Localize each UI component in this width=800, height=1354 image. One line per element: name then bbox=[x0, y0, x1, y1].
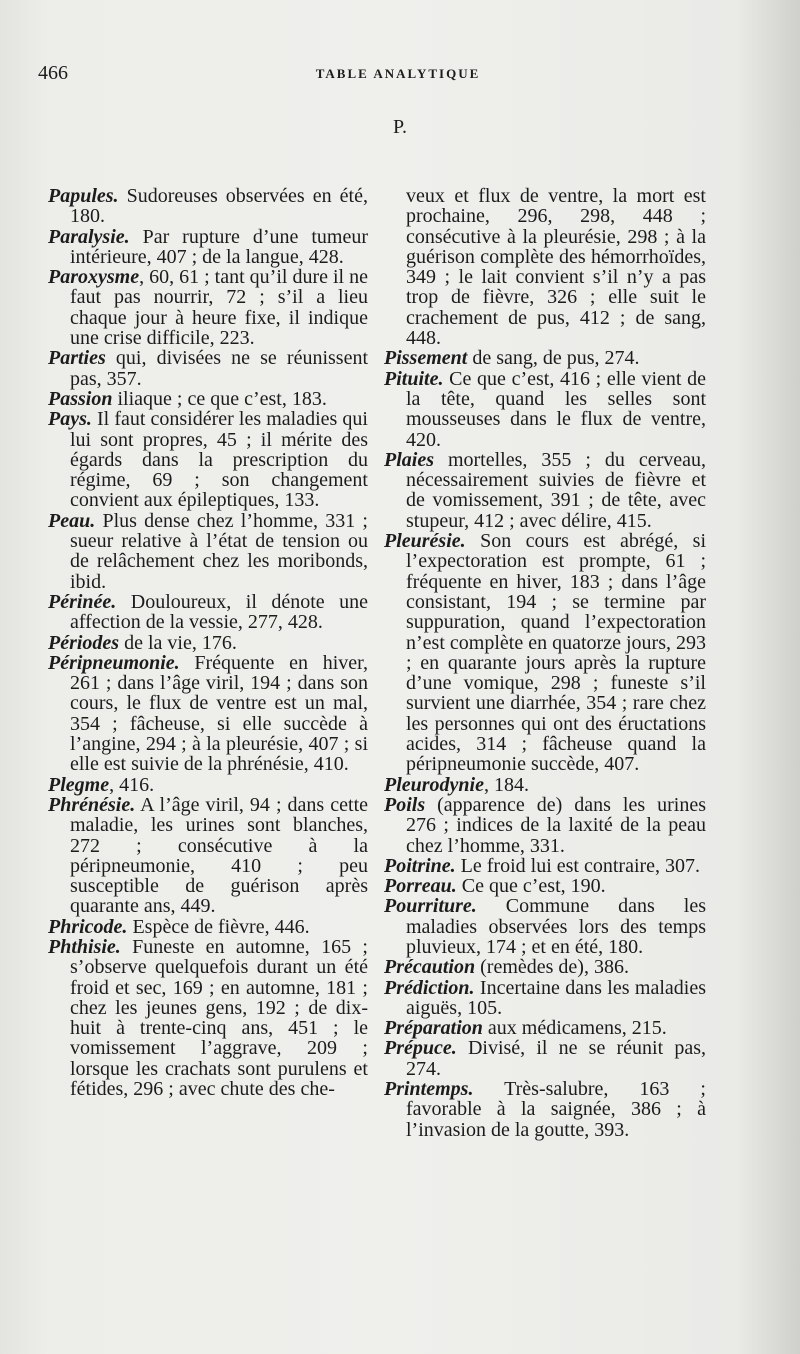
index-entry-heading: Périodes bbox=[48, 631, 120, 654]
index-entry-text: (apparence de) dans les urines 276 ; indices de la laxité de la peau chez l’homme, 331. bbox=[406, 793, 706, 857]
index-entry-text: , 60, 61 ; tant qu’il dure il ne faut pas nourrir, 72 ; s’il a lieu chaque jour à heure fixe, il indique une crise difficile, 223. bbox=[70, 266, 368, 350]
index-entry-heading: Parties bbox=[48, 347, 106, 370]
index-entry bbox=[48, 348, 368, 389]
index-entry bbox=[48, 633, 368, 653]
index-entry bbox=[384, 531, 706, 775]
index-entry-text: de sang, de pus, 274. bbox=[467, 347, 640, 370]
index-entry-text: Sudoreuses observées en été, 180. bbox=[70, 185, 368, 228]
index-entry bbox=[48, 389, 368, 409]
index-entry-heading: Porreau. bbox=[384, 875, 457, 898]
index-entry-text: Il faut considérer les maladies qui lui sont propres, 45 ; il mérite des égards dans la prescription du régime, 69 ; son changement convient aux épileptiques, 133. bbox=[70, 408, 368, 512]
index-entry bbox=[384, 450, 706, 531]
index-entry-text: (remèdes de), 386. bbox=[475, 956, 629, 979]
index-entry-heading: Peau. bbox=[48, 509, 96, 532]
index-entry bbox=[384, 876, 706, 896]
index-entry-text: , 184. bbox=[484, 773, 529, 796]
index-entry bbox=[384, 856, 706, 876]
index-entry-heading: Phricode. bbox=[48, 915, 128, 938]
index-entry-heading: Paroxysme bbox=[48, 266, 140, 289]
index-entry-text: Par rupture d’une tumeur intérieure, 407 ; de la langue, 428. bbox=[70, 225, 368, 268]
index-entry-heading: Pleurésie. bbox=[384, 530, 466, 553]
index-entry-text: Commune dans les maladies observées lors des temps pluvieux, 174 ; et en été, 180. bbox=[406, 895, 706, 958]
index-entry-heading: Poitrine. bbox=[384, 854, 456, 877]
index-entry bbox=[384, 775, 706, 795]
index-entry-text: iliaque ; ce que c’est, 183. bbox=[112, 387, 327, 410]
index-entry-heading: Papules. bbox=[48, 185, 119, 207]
index-entry-heading: Paralysie. bbox=[48, 225, 130, 248]
index-entry-heading: Plaies bbox=[384, 448, 434, 471]
index-entry-heading: Phrénésie. bbox=[48, 793, 136, 816]
index-entry bbox=[384, 1079, 706, 1140]
index-entry-text: de la vie, 176. bbox=[119, 631, 237, 654]
section-letter: P. bbox=[393, 116, 407, 138]
index-entry-text: Fréquente en hiver, 261 ; dans l’âge viril, 194 ; dans son cours, le flux de ventre est un mal, 354 ; fâcheuse, si elle succède à l’angine, 294 ; à la pleurésie, 407 ; si elle est suivie de la phrénésie, 410. bbox=[70, 651, 368, 776]
index-entry-text: Ce que c’est, 190. bbox=[456, 875, 606, 898]
index-entry-text: Espèce de fièvre, 446. bbox=[127, 915, 310, 938]
index-entry-heading: Phthisie. bbox=[48, 935, 121, 958]
page-header bbox=[38, 62, 758, 92]
index-entry-heading: Prépuce. bbox=[384, 1037, 457, 1060]
index-entry-heading: Plegme bbox=[48, 773, 110, 796]
index-entry-heading: Préparation bbox=[384, 1017, 483, 1040]
index-entry-text: Douloureux, il dénote une affection de la vessie, 277, 428. bbox=[70, 590, 368, 634]
page-number: 466 bbox=[38, 62, 68, 84]
index-entry-text: Incertaine dans les maladies aiguës, 105. bbox=[406, 976, 706, 1019]
right-index-column bbox=[384, 186, 706, 1140]
index-entry bbox=[384, 795, 706, 856]
index-entry bbox=[384, 369, 706, 450]
index-entry-heading: Prédiction. bbox=[384, 976, 475, 999]
index-entry-text: Divisé, il ne se réunit pas, 274. bbox=[406, 1037, 706, 1080]
index-entry bbox=[48, 917, 368, 937]
running-title: TABLE ANALYTIQUE bbox=[315, 66, 481, 81]
index-entry bbox=[48, 592, 368, 633]
index-entry-heading: Passion bbox=[48, 387, 113, 410]
index-entry-heading: Pourriture. bbox=[384, 895, 477, 918]
index-entry-text: aux médicamens, 215. bbox=[482, 1017, 667, 1040]
index-entry-heading: Péripneumonie. bbox=[48, 651, 180, 674]
index-entry-text: mortelles, 355 ; du cerveau, nécessairement suivies de fièvre et de vomissement, 391 ; de tête, avec stupeur, 412 ; avec délire, 415. bbox=[406, 448, 706, 532]
index-entry-heading: Pleurodynie bbox=[384, 773, 484, 796]
index-entry-text: Son cours est abrégé, si l’expectoration est prompte, 61 ; fréquente en hiver, 183 ; dans l’âge consistant, 194 ; se termine par suppuration, quand l’expectoration n’est complète en quatorze jours, 293 ; en quarante jours après la rupture d’une vomique, 298 ; funeste s’il survient une diarrhée, 354 ; rare chez les personnes qui ont des éructations acides, 314 ; fâcheuse quand la péripneumonie succède, 407. bbox=[406, 530, 706, 776]
index-entry bbox=[384, 348, 706, 368]
index-entry-heading: Précaution bbox=[384, 956, 476, 979]
index-entry bbox=[48, 937, 368, 1099]
index-entry bbox=[48, 267, 368, 348]
index-entry-text: Le froid lui est contraire, 307. bbox=[455, 854, 701, 877]
index-entry-text: A l’âge viril, 94 ; dans cette maladie, les urines sont blanches, 272 ; consécutive à la péripneumonie, 410 ; peu susceptible de guérison après quarante ans, 449. bbox=[70, 793, 368, 918]
index-entry bbox=[48, 653, 368, 775]
index-entry bbox=[48, 227, 368, 268]
index-entry-text: Plus dense chez l’homme, 331 ; sueur relative à l’état de tension ou de relâchement chez les moribonds, ibid. bbox=[70, 509, 368, 593]
index-entry-heading: Périnée. bbox=[48, 590, 117, 613]
index-entry-heading: Pissement bbox=[384, 347, 468, 370]
index-entry bbox=[48, 511, 368, 592]
index-entry bbox=[48, 775, 368, 795]
index-entry bbox=[384, 186, 706, 348]
index-entry-heading: Pituite. bbox=[384, 367, 444, 390]
index-entry-text: veux et flux de ventre, la mort est prochaine, 296, 298, 448 ; consécutive à la pleurésie, 298 ; à la guérison complète des hémorrhoïdes, 349 ; le lait convient s’il n’y a pas trop de fièvre, 326 ; elle suit le crachement de pus, 412 ; de sang, 448. bbox=[406, 185, 706, 350]
index-entry bbox=[48, 186, 368, 227]
index-entry-text: Ce que c’est, 416 ; elle vient de la tête, quand les selles sont mousseuses dans le flux de ventre, 420. bbox=[406, 367, 706, 451]
left-index-column bbox=[48, 186, 368, 1099]
index-entry bbox=[384, 978, 706, 1019]
index-entry bbox=[384, 1018, 706, 1038]
index-entry bbox=[384, 896, 706, 957]
index-entry bbox=[384, 1038, 706, 1079]
index-entry-text: Funeste en automne, 165 ; s’observe quelquefois durant un été froid et sec, 169 ; en automne, 181 ; chez les jeunes gens, 192 ; de dix-huit à trente-cinq ans, 451 ; le vomissement l’aggrave, 209 ; lorsque les crachats sont purulens et fétides, 296 ; avec chute des che- bbox=[70, 935, 368, 1101]
index-entry bbox=[48, 795, 368, 917]
index-entry-heading: Pays. bbox=[48, 408, 92, 431]
index-entry bbox=[48, 409, 368, 510]
index-entry-text: , 416. bbox=[109, 773, 155, 796]
index-entry-text: qui, divisées ne se réunissent pas, 357. bbox=[70, 347, 368, 390]
index-entry bbox=[384, 957, 706, 977]
index-entry-heading: Printemps. bbox=[384, 1078, 474, 1101]
index-entry-heading: Poils bbox=[384, 793, 426, 816]
index-entry-text: Très-salubre, 163 ; favorable à la saignée, 386 ; à l’invasion de la goutte, 393. bbox=[406, 1078, 706, 1141]
